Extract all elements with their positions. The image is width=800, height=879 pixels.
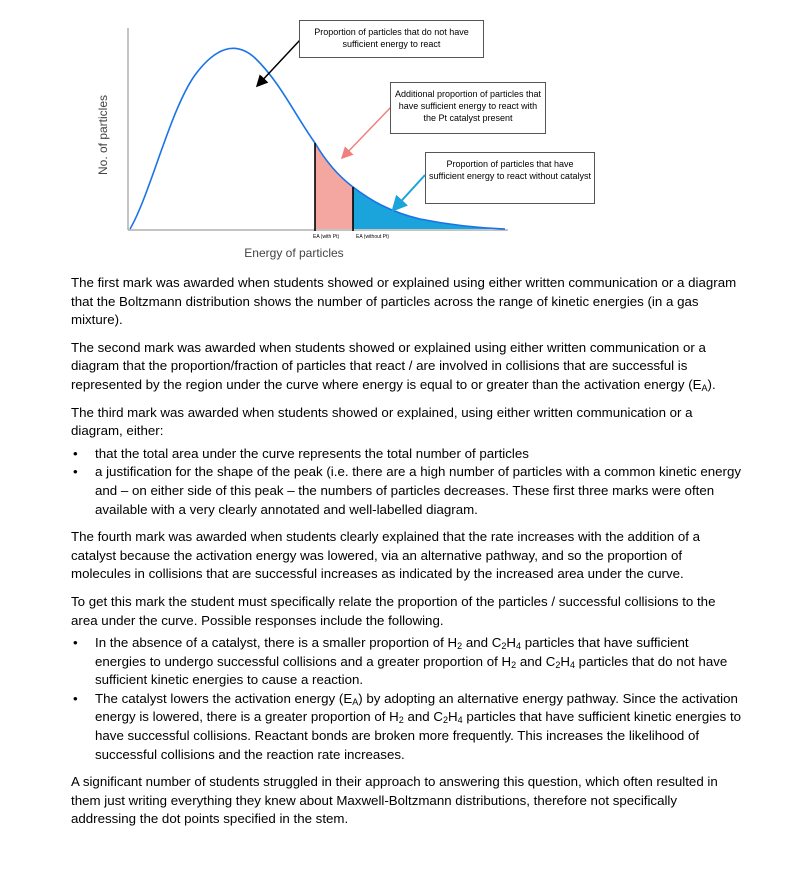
list-item: • The catalyst lowers the activation energy $(E_A)$ by adopting an alternative energy pathway. Since the activation energy is lowered, there is a greater proportion of $H_2$ and $C_2H_4$ particles that have sufficient kinetic energies to have successful collisions. Reactant bonds are broken more frequently. This increases the likelihood of successful collisions and the reaction rate increases. xyxy=(71,690,743,764)
catalyst-area xyxy=(315,143,353,229)
annotation-catalyst-extra: Additional proportion of particles that have sufficient energy to react with the Pt catalyst present xyxy=(390,82,546,134)
x-axis-title: Energy of particles xyxy=(244,246,344,260)
paragraph-third-mark: The third mark was awarded when students showed or explained, using either written communication or a diagram, either: xyxy=(71,404,693,439)
list-item: • a justification for the shape of the peak (i.e. there are a high number of particles with a common kinetic energy and – on either side of this peak – the numbers of particles decreases. These first three marks were often available with a very clearly annotated and well-labelled diagram. xyxy=(71,463,743,519)
ea-no-catalyst-label: EA (without Pt) xyxy=(356,234,390,240)
report-text xyxy=(71,274,743,838)
ea-catalyst-label: EA (with Pt) xyxy=(313,234,340,240)
arrow-low-energy xyxy=(258,40,300,85)
paragraph-possible-responses: To get this mark the student must specifically relate the proportion of the particles / successful collisions to the area under the curve. Possible responses include the following. xyxy=(71,593,716,628)
arrow-catalyst xyxy=(343,106,392,157)
paragraph-fourth-mark: The fourth mark was awarded when students clearly explained that the rate increases with the addition of a catalyst because the activation energy was lowered, via an alternative pathway, and so the proportion of molecules in collisions that are successful increases as indicated by the increased area under the curve. xyxy=(71,529,700,582)
third-mark-list xyxy=(71,445,743,519)
list-item: • In the absence of a catalyst, there is a smaller proportion of $H_2$ and $C_2H_4$ particles that have sufficient energies to undergo successful collisions and a greater proportion of $H_2$ and $C_2H_4$ particles that do not have sufficient kinetic energies to cause a reaction. xyxy=(71,634,743,690)
arrow-no-catalyst xyxy=(394,175,425,209)
y-axis-title: No. of particles xyxy=(96,94,110,176)
responses-list xyxy=(71,634,743,764)
paragraph-conclusion: A significant number of students struggled in their approach to answering this question, which often resulted in them just writing everything they knew about Maxwell-Boltzmann distributions, therefore not specifically addressing the dot points specified in the stem. xyxy=(71,774,718,827)
paragraph-first-mark: The first mark was awarded when students showed or explained using either written communication or a diagram that the Boltzmann distribution shows the number of particles across the range of kinetic energies (in a gas mixture). xyxy=(71,275,737,328)
list-item: • that the total area under the curve represents the total number of particles xyxy=(71,445,743,464)
annotation-insufficient-energy: Proportion of particles that do not have sufficient energy to react xyxy=(299,20,484,58)
paragraph-second-mark: The second mark was awarded when students showed or explained using either written communication or a diagram that the proportion/fraction of particles that react / are involved in collisions that are successful is represented by the region under the curve where energy is equal to or greater than the activation energy $(E_A)$. xyxy=(71,339,716,393)
annotation-no-catalyst: Proportion of particles that have sufficient energy to react without catalyst xyxy=(425,152,595,204)
